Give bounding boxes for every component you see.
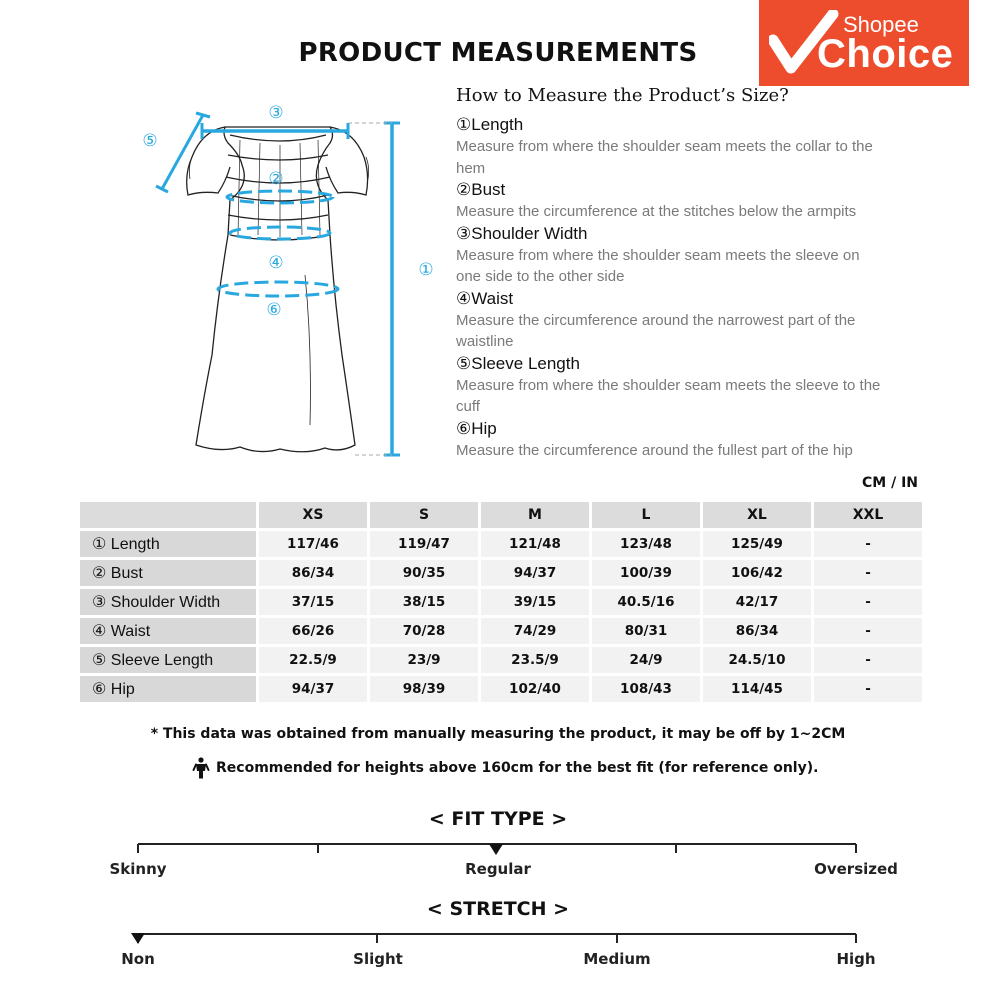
table-cell: -	[814, 531, 922, 557]
marker-waist: ④	[268, 253, 284, 273]
unit-label: CM / IN	[862, 475, 918, 491]
stretch-label-medium: Medium	[583, 950, 651, 968]
guide-label: ⑤Sleeve Length	[456, 353, 580, 373]
table-cell: 121/48	[481, 531, 589, 557]
brand-top-text: Shopee	[843, 12, 919, 37]
dress-measurement-diagram	[130, 95, 450, 465]
recommendation-text: Recommended for heights above 160cm for the best fit (for reference only).	[216, 760, 819, 776]
row-label: ① Length	[80, 531, 256, 557]
table-cell: 119/47	[370, 531, 478, 557]
stretch-label-non: Non	[121, 950, 155, 968]
guide-label: ④Waist	[456, 288, 514, 308]
guide-item-length	[456, 114, 886, 179]
guide-description: Measure from where the shoulder seam meets the collar to the hem	[456, 138, 873, 177]
page-title: PRODUCT MEASUREMENTS	[298, 38, 698, 68]
fit-type-indicator	[489, 844, 503, 855]
person-icon	[192, 757, 210, 779]
table-row	[80, 560, 922, 586]
table-row	[80, 676, 922, 702]
fit-label-skinny: Skinny	[109, 860, 167, 878]
row-label: ③ Shoulder Width	[80, 589, 256, 615]
table-cell: 90/35	[370, 560, 478, 586]
guide-description: Measure from where the shoulder seam meets the sleeve to the cuff	[456, 376, 881, 415]
guide-description: Measure the circumference at the stitches below the armpits	[456, 203, 857, 220]
measurement-note: * This data was obtained from manually measuring the product, it may be off by 1~2CM	[150, 726, 846, 742]
guide-label: ③Shoulder Width	[456, 223, 588, 243]
stretch-indicator	[131, 933, 145, 944]
table-cell: 24/9	[592, 647, 700, 673]
stretch-label-slight: Slight	[353, 950, 403, 968]
table-cell: 86/34	[259, 560, 367, 586]
hip-guide	[218, 282, 338, 296]
row-label: ⑥ Hip	[80, 676, 256, 702]
guide-description: Measure from where the shoulder seam meets the sleeve on one side to the other side	[456, 246, 860, 285]
guide-item-waist	[456, 288, 886, 353]
guide-description: Measure the circumference around the narrowest part of the waistline	[456, 311, 856, 350]
fit-type-scale	[0, 836, 1000, 860]
table-cell: 100/39	[592, 560, 700, 586]
table-cell: 123/48	[592, 531, 700, 557]
table-cell: 39/15	[481, 589, 589, 615]
diagram-markers	[142, 103, 433, 320]
stretch-title: < STRETCH >	[426, 898, 570, 920]
sleeve-length-guide	[162, 115, 203, 189]
table-cell: 117/46	[259, 531, 367, 557]
marker-hip: ⑥	[266, 300, 282, 320]
row-label: ② Bust	[80, 560, 256, 586]
guide-label: ⑥Hip	[456, 418, 497, 438]
guide-label: ①Length	[456, 115, 524, 134]
table-row	[80, 618, 922, 644]
row-label: ④ Waist	[80, 618, 256, 644]
table-cell: 24.5/10	[703, 647, 811, 673]
guide-item-shoulder-width	[456, 223, 886, 288]
table-cell: -	[814, 618, 922, 644]
size-header: S	[370, 502, 478, 528]
table-cell: 66/26	[259, 618, 367, 644]
table-cell: 86/34	[703, 618, 811, 644]
fit-type-title: < FIT TYPE >	[428, 808, 568, 830]
table-cell: 74/29	[481, 618, 589, 644]
table-cell: 37/15	[259, 589, 367, 615]
table-row	[80, 647, 922, 673]
table-cell: 125/49	[703, 531, 811, 557]
table-header-row	[80, 502, 922, 528]
stretch-label-high: High	[836, 950, 876, 968]
guide-heading: How to Measure the Product’s Size?	[456, 85, 789, 106]
marker-bust: ②	[268, 169, 284, 189]
table-cell: 80/31	[592, 618, 700, 644]
table-row	[80, 531, 922, 557]
guide-description: Measure the circumference around the fullest part of the hip	[456, 441, 853, 459]
table-cell: 98/39	[370, 676, 478, 702]
marker-sleeve: ⑤	[142, 131, 158, 151]
table-cell: 102/40	[481, 676, 589, 702]
table-cell: -	[814, 589, 922, 615]
table-cell: 22.5/9	[259, 647, 367, 673]
guide-label: ②Bust	[456, 180, 506, 199]
guide-item-hip	[456, 418, 886, 462]
table-cell: -	[814, 560, 922, 586]
size-header: L	[592, 502, 700, 528]
row-label: ⑤ Sleeve Length	[80, 647, 256, 673]
table-cell: 23/9	[370, 647, 478, 673]
size-header: XXL	[814, 502, 922, 528]
table-cell: 23.5/9	[481, 647, 589, 673]
table-cell: 94/37	[481, 560, 589, 586]
table-cell: 94/37	[259, 676, 367, 702]
fit-label-regular: Regular	[465, 860, 531, 878]
brand-main-text: Choice	[817, 32, 954, 76]
table-cell: 114/45	[703, 676, 811, 702]
table-cell: 106/42	[703, 560, 811, 586]
measurement-guides	[156, 113, 400, 455]
table-cell: 38/15	[370, 589, 478, 615]
size-header: XL	[703, 502, 811, 528]
size-header: M	[481, 502, 589, 528]
measurement-guide	[456, 84, 886, 461]
table-corner-cell	[80, 502, 256, 528]
table-cell: 40.5/16	[592, 589, 700, 615]
height-recommendation	[192, 757, 818, 779]
table-cell: 42/17	[703, 589, 811, 615]
table-cell: 70/28	[370, 618, 478, 644]
size-header: XS	[259, 502, 367, 528]
table-cell: 108/43	[592, 676, 700, 702]
size-table	[77, 499, 925, 705]
marker-shoulder: ③	[268, 103, 284, 123]
table-row	[80, 589, 922, 615]
guide-item-sleeve-length	[456, 353, 886, 418]
marker-length: ①	[418, 260, 434, 280]
table-cell: -	[814, 647, 922, 673]
guide-item-bust	[456, 179, 886, 223]
stretch-scale	[0, 926, 1000, 950]
fit-label-oversized: Oversized	[814, 860, 898, 878]
table-cell: -	[814, 676, 922, 702]
